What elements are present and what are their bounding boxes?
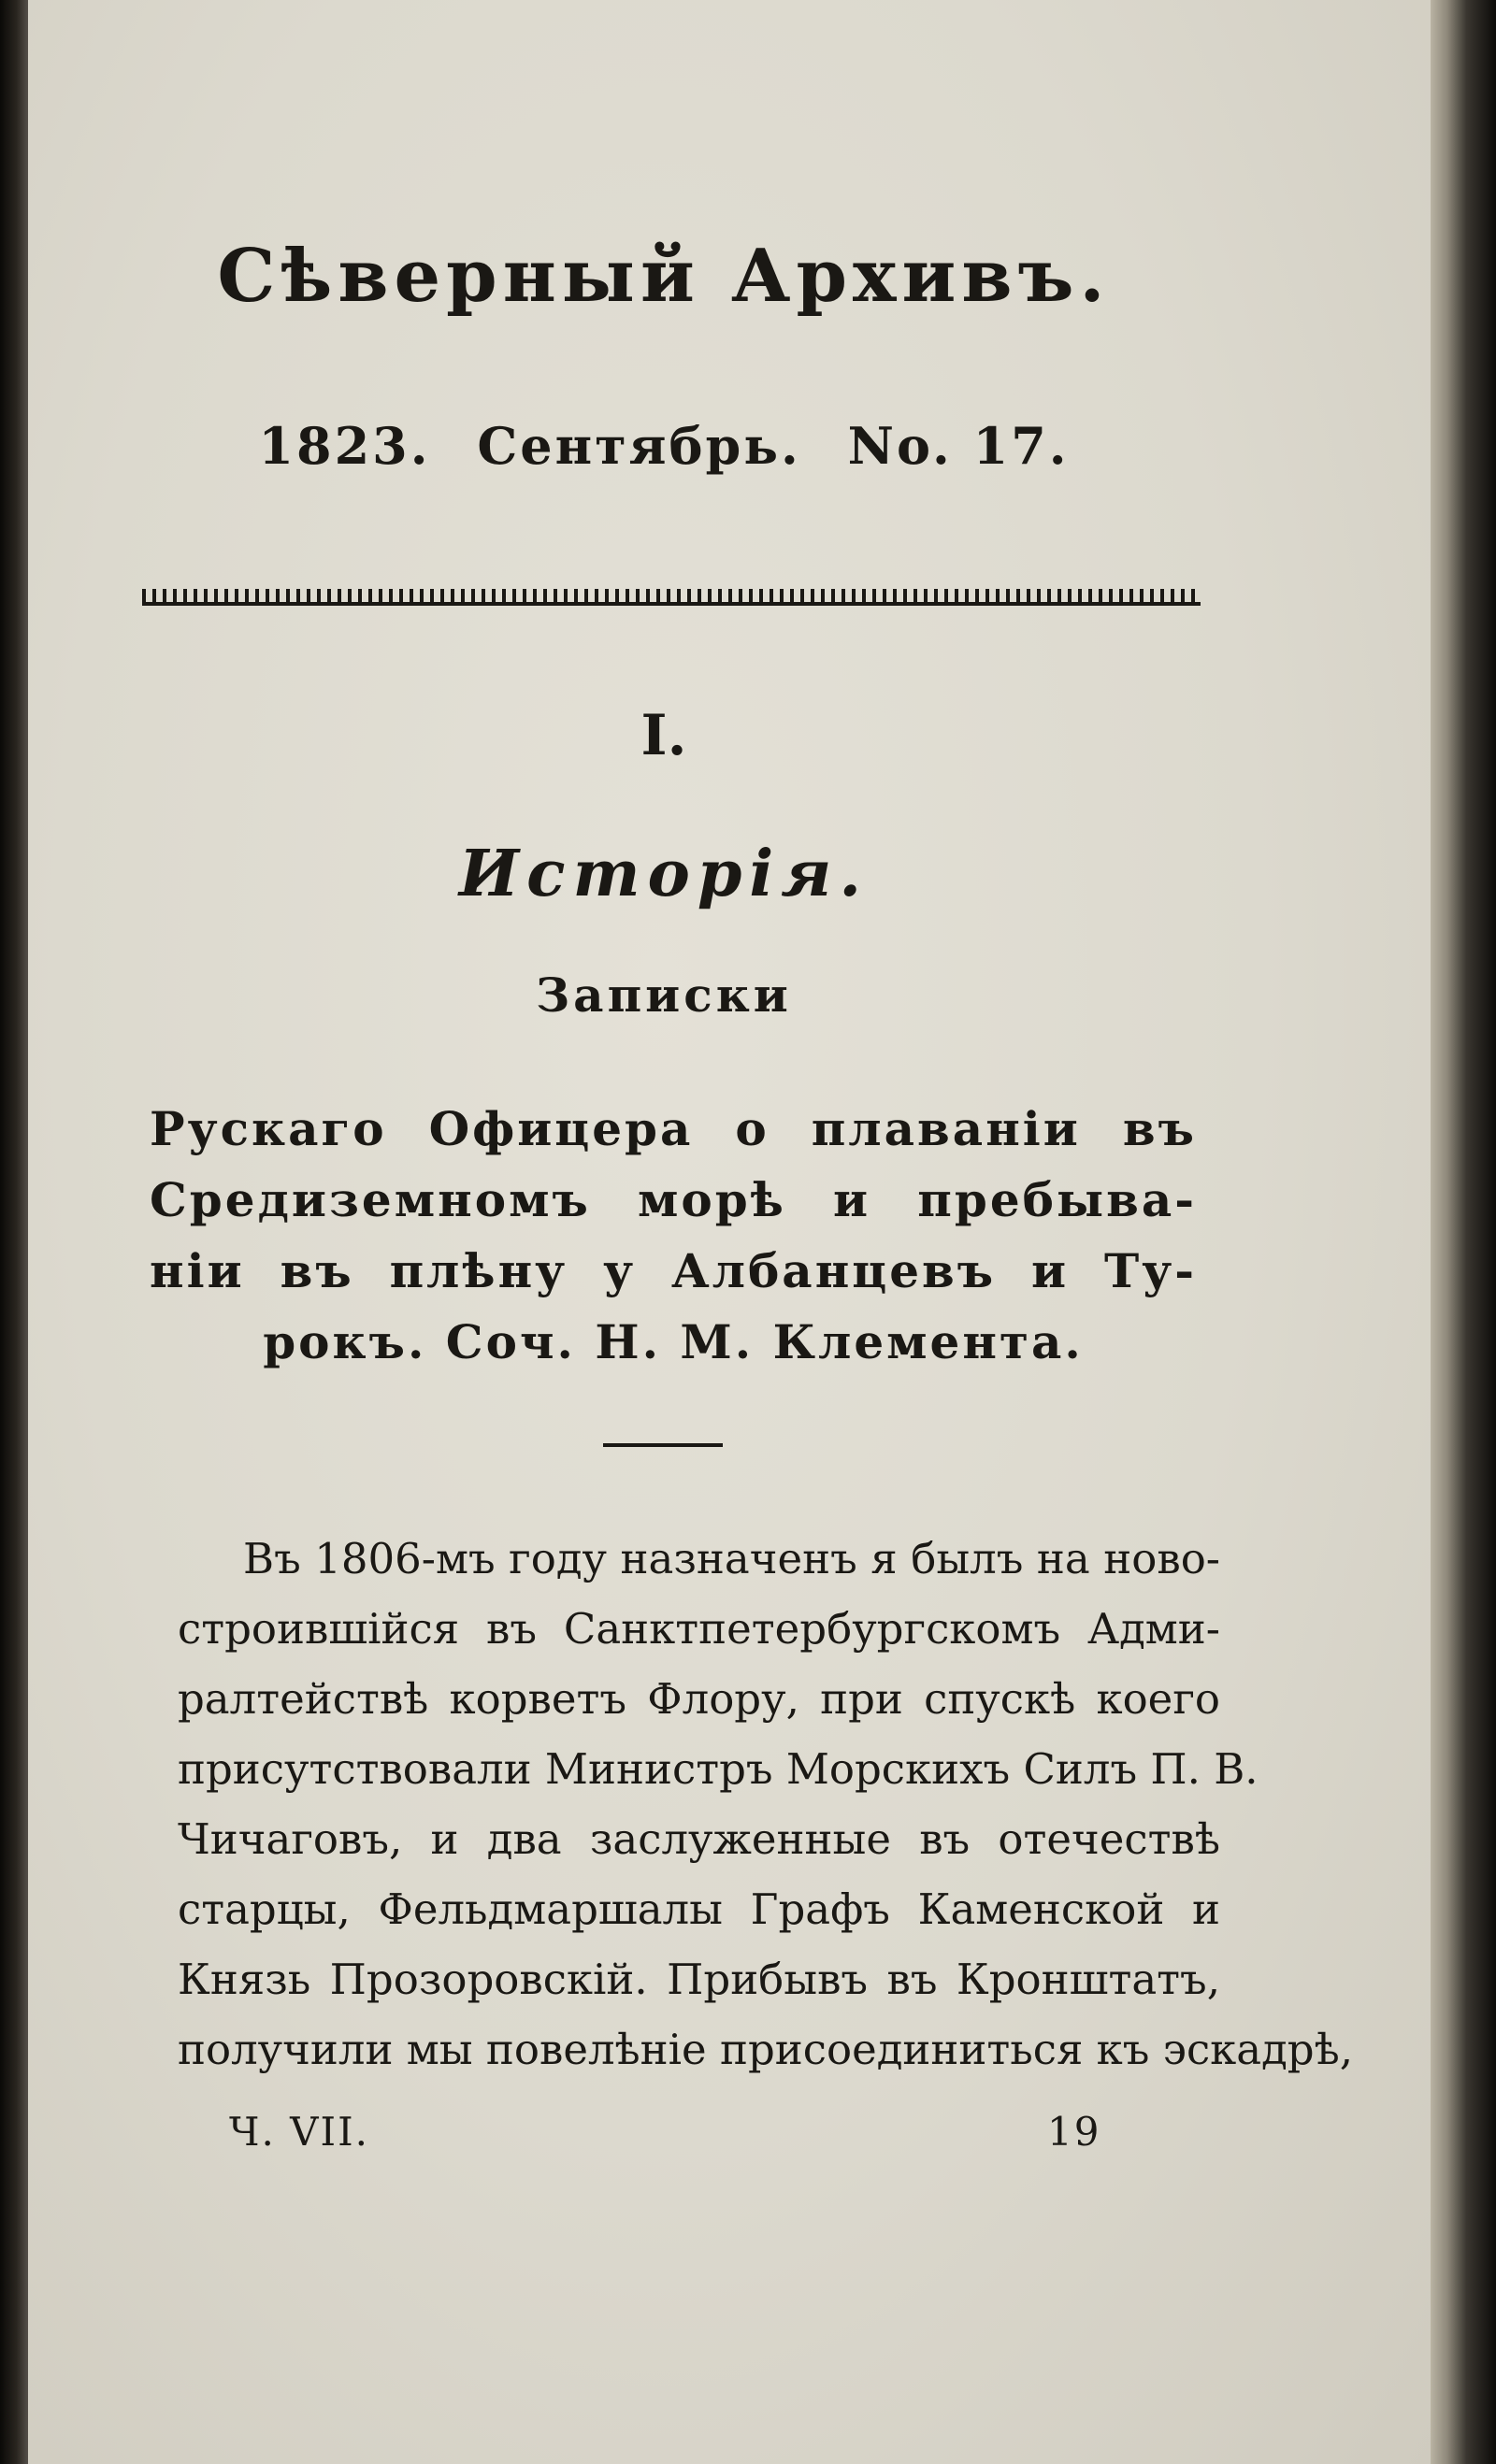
issue-year: 1823. [258,416,431,476]
journal-page [28,0,1431,2464]
body-line: Князь Прозоровскій. Прибывъ въ Кронштатъ, [178,1955,1220,2004]
article-title-line: Средиземномъ морѣ и пребыва- [150,1172,1197,1227]
article-subtitle: Записки [536,967,792,1023]
issue-number: No. 17. [847,416,1070,476]
issue-month: Сентябрь. [477,416,801,476]
body-line: присутствовали Министръ Морскихъ Силъ П. В. [178,1744,1259,1794]
footer-signature: 19 [1047,2109,1101,2155]
issue-line [28,416,1300,476]
journal-title: Сѣверный Архивъ. [217,234,1111,319]
body-line: получили мы повелѣніе присоединиться къ эскадрѣ, [178,2025,1354,2074]
separator-rule [603,1443,723,1447]
body-line: ралтействѣ корветъ Флору, при спускѣ коего [178,1674,1220,1724]
section-number: I. [640,703,687,768]
section-title: Исторія. [458,837,870,911]
body-line: строившійся въ Санктпетербургскомъ Адми- [178,1604,1220,1654]
article-title-line: Рускаго Офицера о плаваніи въ [150,1101,1197,1156]
article-title [150,1094,1197,1378]
article-title-line: рокъ. Соч. Н. М. Клемента. [263,1314,1084,1369]
body-line: Чичаговъ, и два заслуженные въ отечествѣ [178,1814,1220,1864]
body-line: старцы, Фельдмаршалы Графъ Каменской и [178,1884,1220,1934]
footer-part: Ч. VII. [229,2109,370,2155]
body-text [178,1524,1354,2084]
ornamental-rule [142,581,1201,606]
book-gutter [0,0,28,2464]
article-title-line: ніи въ плѣну у Албанцевъ и Ту- [150,1243,1197,1298]
body-line: Въ 1806-мъ году назначенъ я былъ на ново- [243,1534,1220,1583]
page-edge [1431,0,1496,2464]
